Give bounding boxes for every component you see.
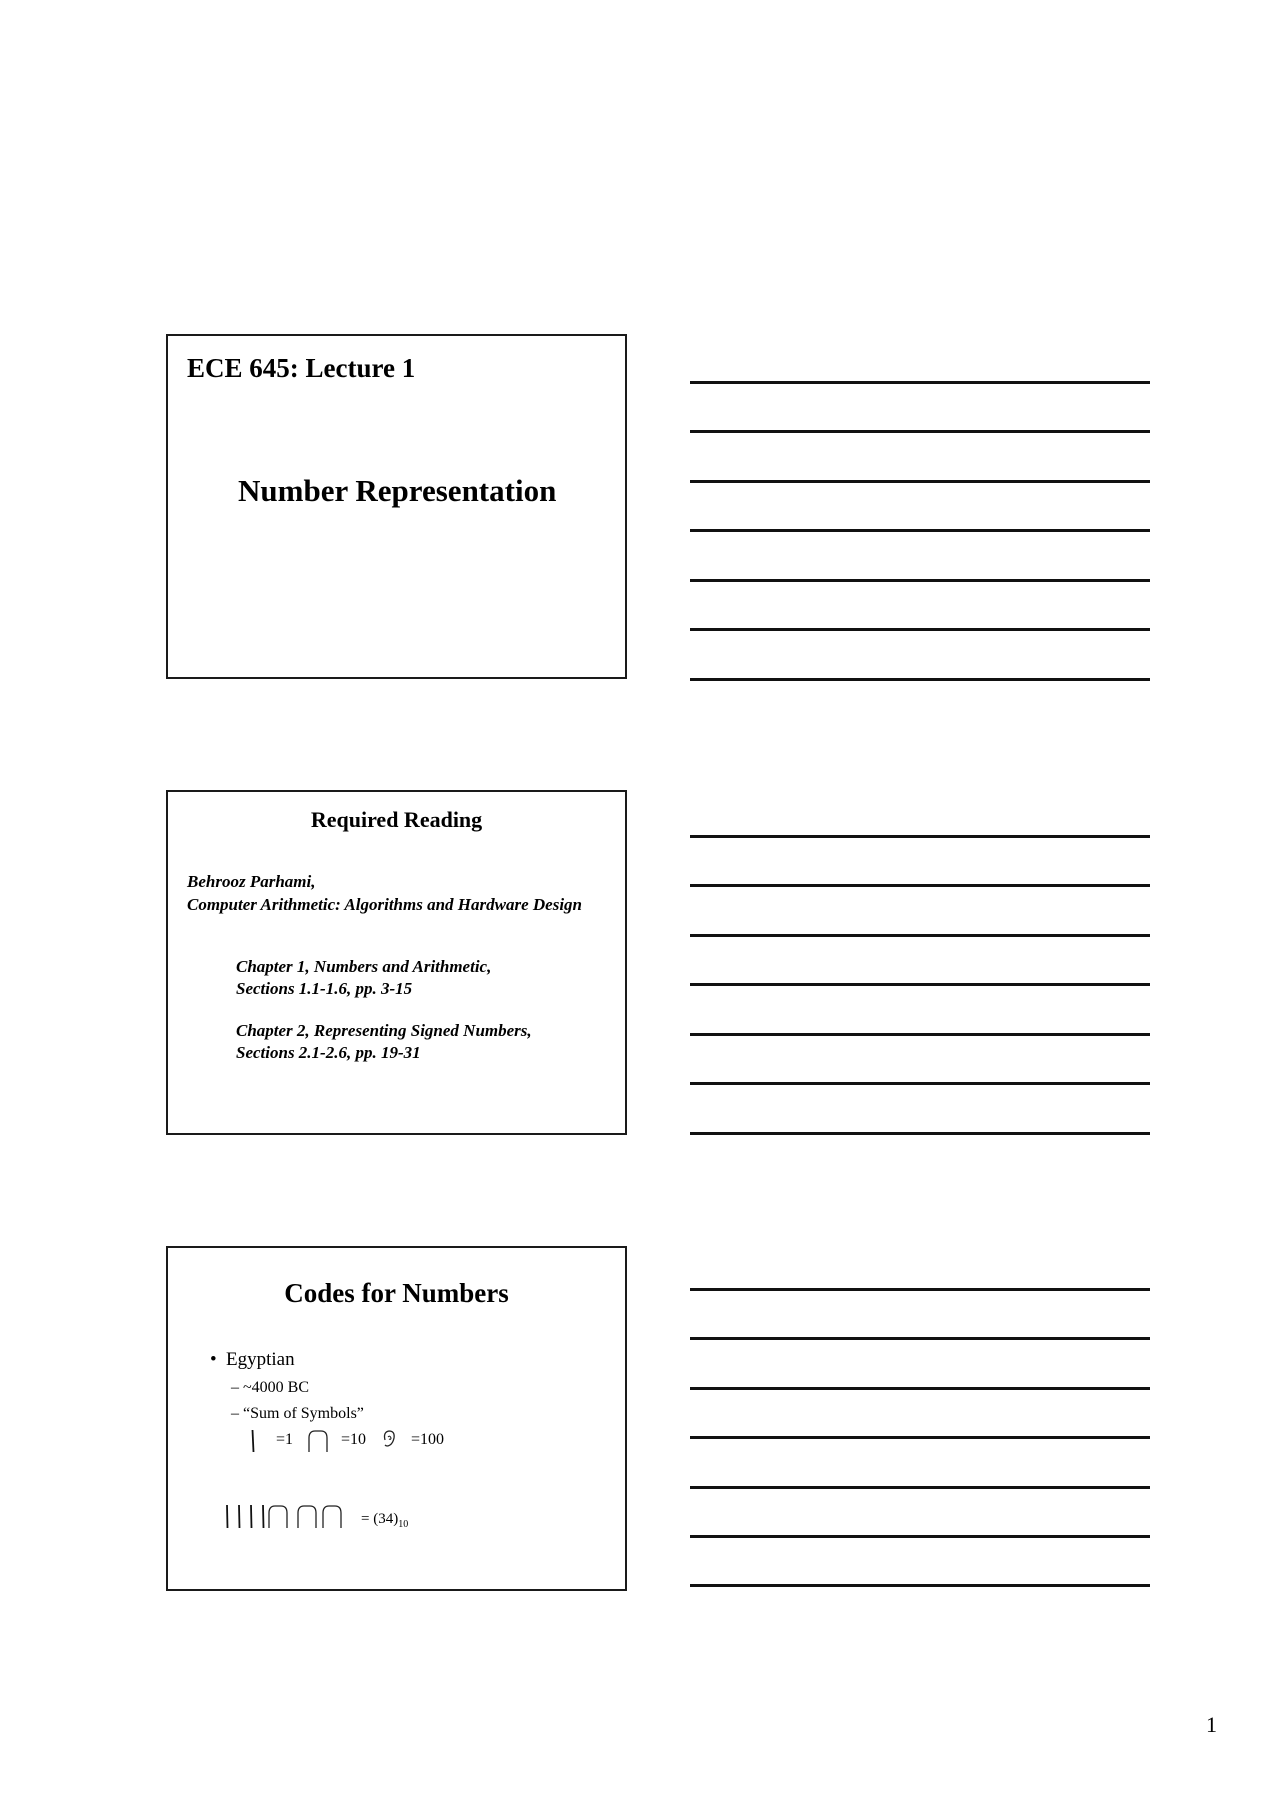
stroke-glyph-icon	[250, 1429, 256, 1453]
coil-glyph-icon	[381, 1428, 399, 1450]
note-line	[690, 934, 1150, 937]
note-line	[690, 1132, 1150, 1135]
note-line	[690, 480, 1150, 483]
slide-title: Number Representation	[238, 473, 557, 508]
slide-1	[166, 334, 627, 679]
bullet-item	[210, 1349, 295, 1371]
symbol-value: =1	[276, 1431, 294, 1448]
sub-bullet-marker: –	[231, 1379, 239, 1396]
author: Behrooz Parhami,	[187, 872, 316, 891]
note-line	[690, 628, 1150, 631]
note-line	[690, 1436, 1150, 1439]
bullet-text: Egyptian	[226, 1349, 295, 1370]
example-result	[361, 1511, 408, 1530]
note-line	[690, 1033, 1150, 1036]
chapter-name: Chapter 2, Representing Signed Numbers,	[236, 1021, 532, 1040]
sub-bullet-text: “Sum of Symbols”	[243, 1405, 364, 1422]
sub-bullet-text: ~4000 BC	[243, 1379, 309, 1396]
sub-bullet-item	[231, 1405, 364, 1423]
note-line	[690, 1584, 1150, 1587]
chapter-sections: Sections 1.1-1.6, pp. 3-15	[236, 979, 413, 998]
book-title: Computer Arithmetic: Algorithms and Hardware Design	[187, 895, 582, 914]
slide-title: Required Reading	[310, 807, 483, 832]
note-line	[690, 529, 1150, 532]
note-line	[690, 1082, 1150, 1085]
note-line	[690, 884, 1150, 887]
arch-glyph-icon	[307, 1429, 329, 1453]
slide-title: Codes for Numbers	[284, 1278, 509, 1308]
symbol-value: =10	[341, 1431, 367, 1448]
note-line	[690, 678, 1150, 681]
note-line	[690, 579, 1150, 582]
symbol-value: =100	[411, 1431, 445, 1448]
note-line	[690, 835, 1150, 838]
result-base: 10	[398, 1519, 409, 1530]
note-line	[690, 430, 1150, 433]
note-line	[690, 1387, 1150, 1390]
chapter-name: Chapter 1, Numbers and Arithmetic,	[236, 957, 492, 976]
sub-bullet-item	[231, 1379, 309, 1397]
bullet-marker: •	[210, 1349, 217, 1370]
note-line	[690, 1288, 1150, 1291]
slide-3	[166, 1246, 627, 1591]
three-arches-glyph-icon	[267, 1503, 349, 1529]
course-title: ECE 645: Lecture 1	[187, 353, 416, 383]
note-line	[690, 1486, 1150, 1489]
result-value: = (34)	[361, 1511, 399, 1527]
chapter-reference	[236, 956, 491, 1000]
note-line	[690, 983, 1150, 986]
note-line	[690, 1337, 1150, 1340]
note-line	[690, 1535, 1150, 1538]
chapter-reference	[236, 1020, 532, 1064]
note-line	[690, 381, 1150, 384]
page-number: 1	[1206, 1712, 1217, 1737]
chapter-sections: Sections 2.1-2.6, pp. 19-31	[236, 1043, 421, 1062]
reference-block	[187, 870, 582, 916]
slide-2	[166, 790, 627, 1135]
sub-bullet-marker: –	[231, 1405, 239, 1422]
